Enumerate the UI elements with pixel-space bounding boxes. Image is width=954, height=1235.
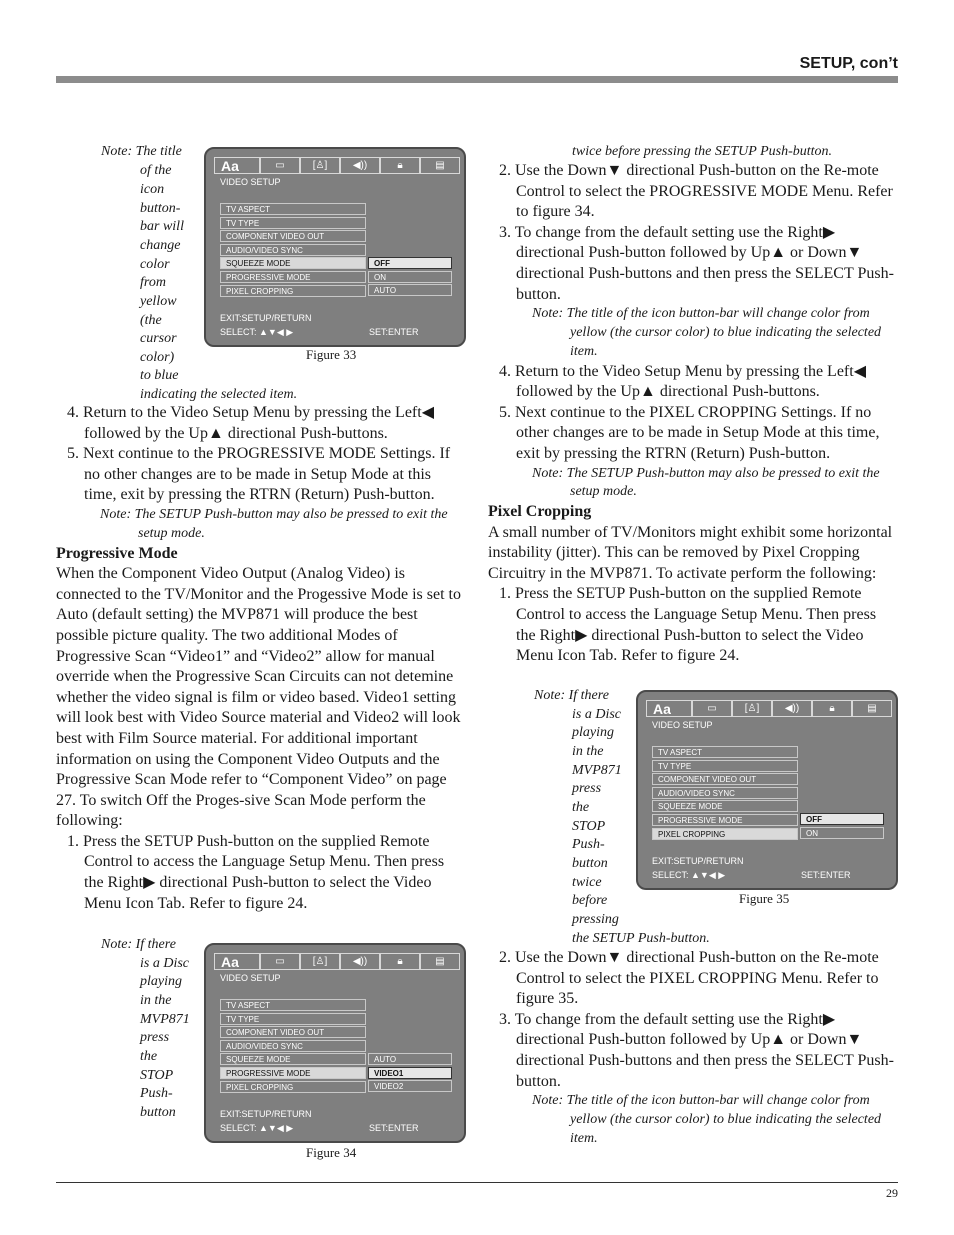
menu-item: TV TYPE bbox=[220, 1013, 366, 1025]
page-header-title: SETUP, con’t bbox=[799, 55, 898, 72]
note-setup: Note: The SETUP Push-button may also be pressed to exit the setup mode. bbox=[100, 506, 448, 541]
menu-items bbox=[652, 746, 798, 841]
note-line: STOP bbox=[140, 1068, 174, 1083]
menu-item: TV ASPECT bbox=[220, 203, 366, 215]
note-line: in the bbox=[572, 744, 604, 759]
note-continued: twice before pressing the SETUP Push-button. bbox=[572, 144, 833, 159]
header-bar bbox=[56, 76, 898, 83]
note-line: button- bbox=[140, 201, 181, 216]
document-icon: ▤ bbox=[852, 700, 892, 717]
note-line: playing bbox=[572, 725, 614, 740]
note-line: is a Disc bbox=[572, 707, 621, 722]
right-column-bottom bbox=[488, 948, 898, 1149]
note-line: STOP bbox=[572, 819, 606, 834]
option: ON bbox=[800, 827, 884, 839]
document-icon: ▤ bbox=[420, 953, 460, 970]
figure-34-caption: Figure 34 bbox=[306, 1145, 357, 1160]
menu-item: SQUEEZE MODE bbox=[220, 1053, 366, 1065]
note-line: is a Disc bbox=[140, 956, 189, 971]
note-title-b: Note: The title of the icon button-bar will change color from yellow (the cursor color) to blue indicating the selected item. bbox=[532, 1093, 882, 1146]
option-selected: OFF bbox=[368, 257, 452, 269]
note-line: MVP871 bbox=[140, 1012, 190, 1027]
menu-item: TV TYPE bbox=[652, 760, 798, 772]
option-selected: VIDEO1 bbox=[368, 1067, 452, 1079]
menu-item: PROGRESSIVE MODE bbox=[220, 271, 366, 283]
menu-item-selected: PROGRESSIVE MODE bbox=[220, 1067, 366, 1079]
pixel-paragraph: A small number of TV/Monitors might exhibit some horizontal instability (jitter). This can be removed by Pixel Cropping Circuitry in the MVP871. To activate perform the following: bbox=[488, 523, 893, 582]
figure-35-osd-menu bbox=[636, 690, 898, 890]
option-selected: OFF bbox=[800, 813, 884, 825]
disc-icon: ▭ bbox=[260, 953, 300, 970]
section-heading-pixel: Pixel Cropping bbox=[488, 503, 592, 521]
option-list bbox=[368, 257, 452, 298]
speaker-icon: ◀)) bbox=[340, 157, 380, 174]
note-line: icon bbox=[140, 182, 165, 197]
page-number: 29 bbox=[886, 1186, 898, 1200]
note-line: color) bbox=[140, 350, 175, 365]
step-3b: 3. To change from the default setting use the Right▶ directional Push-button followed by Up▲ or Down▼ directional Push-buttons and then press the SELECT Push-button. bbox=[499, 1010, 894, 1090]
menu-title: VIDEO SETUP bbox=[220, 973, 281, 983]
exit-hint: EXIT:SETUP/RETURN bbox=[220, 313, 312, 323]
note-line: (the bbox=[140, 313, 162, 328]
menu-item: TV ASPECT bbox=[220, 999, 366, 1011]
note-setup-right: Note: The SETUP Push-button may also be pressed to exit the setup mode. bbox=[532, 465, 880, 500]
step-2: 2. Use the Down▼ directional Push-button on the Re-mote Control to select the PROGRESSIVE MODE Menu. Refer to figure 34. bbox=[499, 162, 893, 221]
step-3: 3. To change from the default setting use the Right▶ directional Push-button followed by Up▲ or Down▼ directional Push-buttons and then press the SELECT Push-button. bbox=[499, 223, 894, 303]
menu-item: AUDIO/VIDEO SYNC bbox=[220, 1040, 366, 1052]
enter-hint: SET:ENTER bbox=[369, 327, 419, 337]
note-line: the bbox=[140, 1049, 158, 1064]
note-line: playing bbox=[140, 974, 182, 989]
option: ON bbox=[368, 271, 452, 283]
document-icon: ▤ bbox=[420, 157, 460, 174]
person-icon: [♙] bbox=[732, 700, 772, 717]
select-hint: SELECT: ▲▼◀ ▶ bbox=[220, 327, 294, 337]
note-line: Push- bbox=[140, 1086, 173, 1101]
figure-34-osd-menu bbox=[204, 943, 466, 1143]
note-line: button bbox=[140, 1105, 176, 1120]
menu-title: VIDEO SETUP bbox=[220, 177, 281, 187]
select-hint: SELECT: ▲▼◀ ▶ bbox=[220, 1123, 294, 1133]
note-line: color bbox=[140, 257, 170, 272]
speaker-icon: ◀)) bbox=[340, 953, 380, 970]
note-line: the SETUP Push-button. bbox=[572, 931, 710, 946]
note-line: before bbox=[572, 893, 608, 908]
note-line: Note: If there bbox=[534, 688, 609, 703]
enter-hint: SET:ENTER bbox=[369, 1123, 419, 1133]
step-5-right: 5. Next continue to the PIXEL CROPPING Settings. If no other changes are to be made in Setup Mode at this time, exit by pressing the RTRN (Return) Push-button. bbox=[499, 403, 880, 462]
step-2b: 2. Use the Down▼ directional Push-button on the Re-mote Control to select the PIXEL CROPPING Menu. Refer to figure 35. bbox=[499, 949, 879, 1008]
note-line: to blue bbox=[140, 368, 179, 383]
option: AUTO bbox=[368, 284, 452, 296]
section-heading-progressive: Progressive Mode bbox=[56, 544, 178, 562]
note-line: twice bbox=[572, 875, 602, 890]
menu-item: COMPONENT VIDEO OUT bbox=[220, 1026, 366, 1038]
lock-icon: 🔒︎ bbox=[380, 953, 420, 970]
menu-item: COMPONENT VIDEO OUT bbox=[652, 773, 798, 785]
menu-item: COMPONENT VIDEO OUT bbox=[220, 230, 366, 242]
note-line: press bbox=[572, 781, 602, 796]
icon-bar bbox=[214, 953, 460, 968]
right-column-top bbox=[488, 161, 898, 667]
menu-item: TV TYPE bbox=[220, 217, 366, 229]
progressive-paragraph: When the Component Video Output (Analog Video) is connected to the TV/Monitor and the Progessive Mode is set to Auto (default setting) the MVP871 will produce the best possible picture quality. The two additional Modes of Progressive Scan “Video1” and “Video2” allow for manual override when the Progressive Scan Circuits can not detemine whether the video signal is film or video based. Video1 setting will look best with Video Source material and Video2 will look best with Film Source material. For additional important information on using the Component Video Outputs and the Progressive Scan Mode refer to “Component Video” on page 27. To switch Off the Proges-sive Scan Mode perform the following: bbox=[56, 565, 461, 830]
language-tab: Aa bbox=[214, 953, 260, 970]
note-line: press bbox=[140, 1030, 170, 1045]
menu-item: AUDIO/VIDEO SYNC bbox=[652, 787, 798, 799]
lock-icon: 🔒︎ bbox=[812, 700, 852, 717]
menu-title: VIDEO SETUP bbox=[652, 720, 713, 730]
person-icon: [♙] bbox=[300, 157, 340, 174]
note-line: indicating the selected item. bbox=[140, 387, 298, 402]
note-line: Note: If there bbox=[101, 937, 176, 952]
lock-icon: 🔒︎ bbox=[380, 157, 420, 174]
step-4: 4. Return to the Video Setup Menu by pressing the Left◀ followed by the Up▲ directional Push-buttons. bbox=[67, 404, 434, 442]
language-tab: Aa bbox=[214, 157, 260, 174]
menu-items bbox=[220, 203, 366, 298]
exit-hint: EXIT:SETUP/RETURN bbox=[220, 1109, 312, 1119]
option-list bbox=[368, 1053, 452, 1094]
option: AUTO bbox=[368, 1053, 452, 1065]
step-1-right: 1. Press the SETUP Push-button on the supplied Remote Control to access the Language Setup Menu. Then press the Right▶ directional Push-button to select the Video Menu Icon Tab. Refer to figure 24. bbox=[499, 585, 877, 665]
person-icon: [♙] bbox=[300, 953, 340, 970]
note-line: Push- bbox=[572, 837, 605, 852]
note-line: yellow bbox=[140, 294, 177, 309]
footer-rule bbox=[56, 1182, 898, 1183]
enter-hint: SET:ENTER bbox=[801, 870, 851, 880]
icon-bar bbox=[214, 157, 460, 172]
option: VIDEO2 bbox=[368, 1080, 452, 1092]
step-5: 5. Next continue to the PROGRESSIVE MODE Settings. If no other changes are to be made in Setup Mode at this time, exit by pressing the RTRN (Return) Push-button. bbox=[67, 445, 451, 504]
note-line: from bbox=[140, 275, 166, 290]
menu-item: AUDIO/VIDEO SYNC bbox=[220, 244, 366, 256]
disc-icon: ▭ bbox=[260, 157, 300, 174]
menu-item: PIXEL CROPPING bbox=[220, 285, 366, 297]
note-line: pressing bbox=[572, 912, 619, 927]
step-4-right: 4. Return to the Video Setup Menu by pressing the Left◀ followed by the Up▲ directional Push-buttons. bbox=[499, 362, 866, 401]
menu-item: PIXEL CROPPING bbox=[220, 1081, 366, 1093]
option-list bbox=[800, 813, 884, 840]
left-column bbox=[56, 403, 466, 914]
note-title: Note: The title of the icon button-bar will change color from yellow (the cursor color) to blue indicating the selected item. bbox=[532, 306, 882, 359]
note-line: of the bbox=[140, 163, 172, 178]
note-line: in the bbox=[140, 993, 172, 1008]
menu-items bbox=[220, 999, 366, 1094]
menu-item: SQUEEZE MODE bbox=[652, 800, 798, 812]
icon-bar bbox=[646, 700, 892, 715]
figure-33-osd-menu bbox=[204, 147, 466, 347]
note-line: MVP871 bbox=[572, 763, 622, 778]
note-line: cursor bbox=[140, 331, 177, 346]
speaker-icon: ◀)) bbox=[772, 700, 812, 717]
menu-item: PROGRESSIVE MODE bbox=[652, 814, 798, 826]
menu-item: TV ASPECT bbox=[652, 746, 798, 758]
step-1: 1. Press the SETUP Push-button on the supplied Remote Control to access the Language Setup Menu. Then press the Right▶ directional Push-button to select the Video Menu Icon Tab. Refer to figure 24. bbox=[67, 832, 445, 912]
disc-icon: ▭ bbox=[692, 700, 732, 717]
note-line: bar will bbox=[140, 219, 184, 234]
select-hint: SELECT: ▲▼◀ ▶ bbox=[652, 870, 726, 880]
menu-item-selected: PIXEL CROPPING bbox=[652, 828, 798, 840]
language-tab: Aa bbox=[646, 700, 692, 717]
menu-item-selected: SQUEEZE MODE bbox=[220, 257, 366, 269]
note-line: the bbox=[572, 800, 590, 815]
note-line: Note: The title bbox=[101, 144, 182, 159]
figure-35-caption: Figure 35 bbox=[739, 891, 790, 906]
exit-hint: EXIT:SETUP/RETURN bbox=[652, 856, 744, 866]
note-line: change bbox=[140, 238, 181, 253]
figure-33-caption: Figure 33 bbox=[306, 347, 357, 362]
note-line: button bbox=[572, 856, 608, 871]
